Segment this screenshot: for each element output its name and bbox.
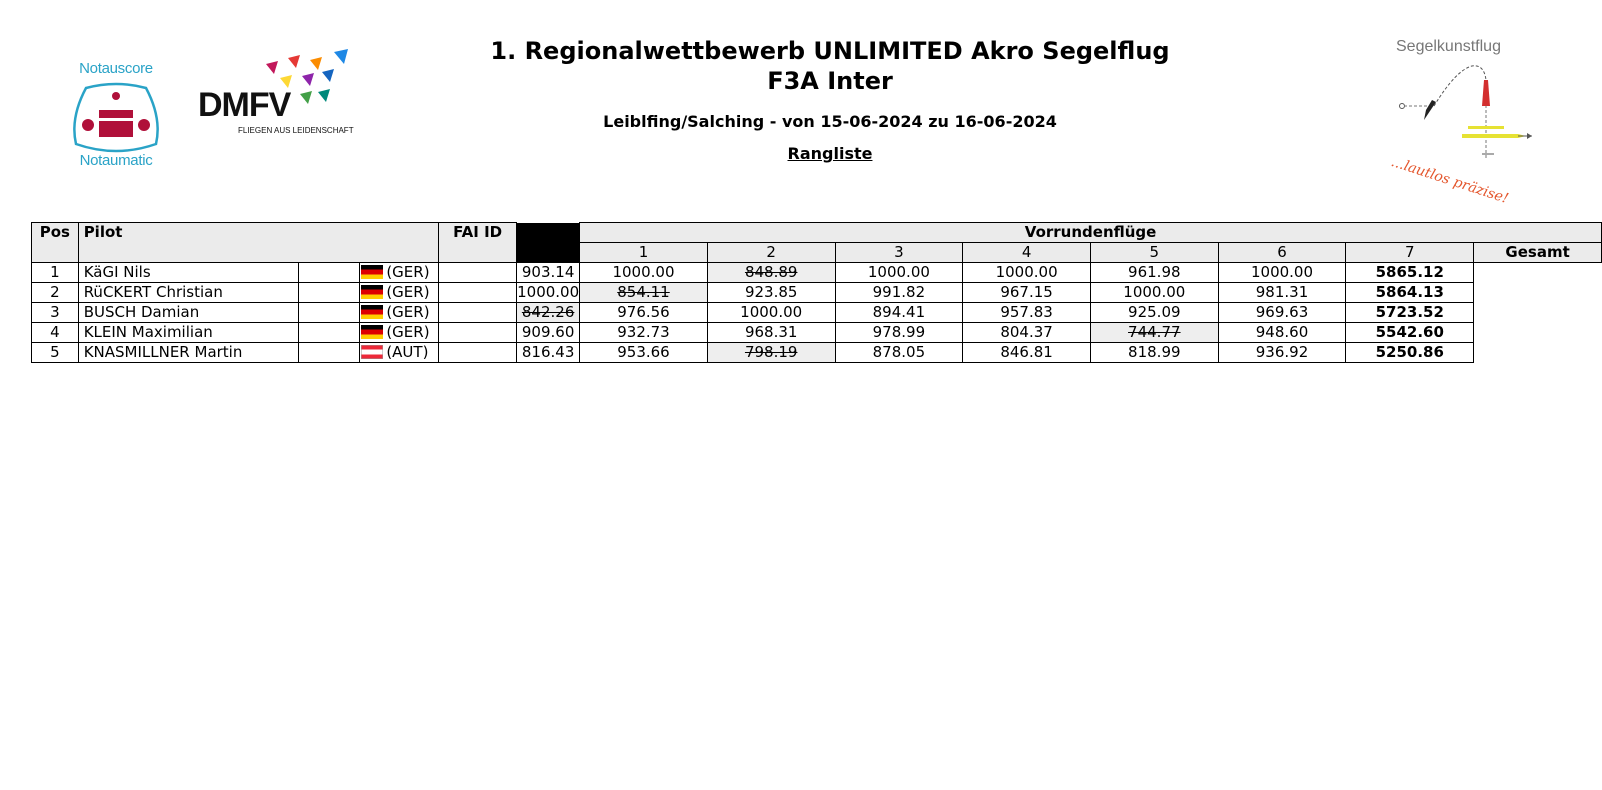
cell-total: 5723.52 <box>1346 303 1474 323</box>
col-header-round-7: 7 <box>1346 243 1474 263</box>
cell-score: 967.15 <box>963 283 1091 303</box>
dmfv-wordmark: DMFV <box>198 86 291 124</box>
cell-score: 818.99 <box>1090 343 1218 363</box>
flag-aut-icon <box>361 345 383 359</box>
nation-code: (GER) <box>386 303 430 321</box>
table-row <box>32 343 1602 363</box>
notauscore-logo <box>66 60 166 172</box>
cell-pilot: KäGI Nils <box>78 263 298 283</box>
dmfv-tagline: FLIEGEN AUS LEIDENSCHAFT <box>238 126 354 135</box>
glider-figure-icon <box>1386 60 1546 170</box>
cell-pos: 5 <box>32 343 79 363</box>
nation-code: (GER) <box>386 323 430 341</box>
cell-score-dropped: 842.26 <box>517 303 580 323</box>
cell-score: 991.82 <box>835 283 963 303</box>
nation-code: (GER) <box>386 283 430 301</box>
segelkunstflug-slogan: ...lautlos präzise! <box>1389 154 1511 208</box>
cell-score: 969.63 <box>1218 303 1346 323</box>
cell-score: 978.99 <box>835 323 963 343</box>
cell-score: 948.60 <box>1218 323 1346 343</box>
table-row <box>32 323 1602 343</box>
cell-score: 932.73 <box>580 323 708 343</box>
table-row <box>32 263 1602 283</box>
flag-ger-icon <box>361 305 383 319</box>
col-header-pilot: Pilot <box>78 223 438 263</box>
cell-pilot: BUSCH Damian <box>78 303 298 323</box>
notauscore-label: Notauscore <box>79 60 153 77</box>
cell-score: 816.43 <box>517 343 580 363</box>
cell-fai-id <box>439 343 517 363</box>
col-header-total: Gesamt <box>1474 243 1602 263</box>
cell-empty <box>298 303 360 323</box>
cell-score: 894.41 <box>835 303 963 323</box>
cell-pos: 1 <box>32 263 79 283</box>
cell-score: 957.83 <box>963 303 1091 323</box>
cell-score: 1000.00 <box>1218 263 1346 283</box>
cell-score: 878.05 <box>835 343 963 363</box>
ranking-subtitle: Rangliste <box>787 144 873 163</box>
cell-score: 936.92 <box>1218 343 1346 363</box>
col-header-round-2: 2 <box>707 243 835 263</box>
cell-pilot: KLEIN Maximilian <box>78 323 298 343</box>
cell-fai-id <box>439 263 517 283</box>
cell-nation <box>360 343 439 363</box>
nation-code: (AUT) <box>386 343 429 361</box>
segelkunstflug-logo <box>1386 36 1546 208</box>
cell-fai-id <box>439 303 517 323</box>
cell-score: 976.56 <box>580 303 708 323</box>
col-header-round-3: 3 <box>835 243 963 263</box>
cell-empty <box>298 263 360 283</box>
document-header <box>430 36 1230 164</box>
cell-nation <box>360 283 439 303</box>
cell-score: 1000.00 <box>580 263 708 283</box>
location-dates: Leiblfing/Salching - von 15-06-2024 zu 16-06-2024 <box>603 112 1057 131</box>
cell-score: 981.31 <box>1218 283 1346 303</box>
cell-empty <box>298 283 360 303</box>
cell-nation <box>360 323 439 343</box>
table-row <box>32 303 1602 323</box>
controller-icon <box>66 78 166 154</box>
col-header-round-5: 5 <box>1090 243 1218 263</box>
col-header-round-6: 6 <box>1218 243 1346 263</box>
cell-score-dropped: 744.77 <box>1090 323 1218 343</box>
cell-nation <box>360 263 439 283</box>
notaumatic-label: Notaumatic <box>79 152 153 169</box>
segelkunstflug-label: Segelkunstflug <box>1396 38 1501 55</box>
cell-total: 5250.86 <box>1346 343 1474 363</box>
cell-score: 1000.00 <box>963 263 1091 283</box>
cell-score-dropped: 848.89 <box>707 263 835 283</box>
cell-score: 909.60 <box>517 323 580 343</box>
page-title: 1. Regionalwettbewerb UNLIMITED Akro Segelflug <box>490 37 1170 65</box>
cell-pos: 3 <box>32 303 79 323</box>
nation-code: (GER) <box>386 263 430 281</box>
column-separator <box>517 223 580 263</box>
cell-fai-id <box>439 283 517 303</box>
table-row <box>32 283 1602 303</box>
col-header-round-4: 4 <box>963 243 1091 263</box>
cell-score: 804.37 <box>963 323 1091 343</box>
flag-ger-icon <box>361 265 383 279</box>
cell-score: 1000.00 <box>1090 283 1218 303</box>
col-header-fai-id: FAI ID <box>439 223 517 263</box>
cell-score: 968.31 <box>707 323 835 343</box>
col-header-group: Vorrundenflüge <box>580 223 1602 243</box>
cell-score: 1000.00 <box>835 263 963 283</box>
cell-score: 846.81 <box>963 343 1091 363</box>
ranking-table <box>31 222 1602 363</box>
cell-pos: 2 <box>32 283 79 303</box>
cell-score: 961.98 <box>1090 263 1218 283</box>
cell-score: 925.09 <box>1090 303 1218 323</box>
dmfv-logo <box>198 48 358 138</box>
cell-score: 903.14 <box>517 263 580 283</box>
cell-score-dropped: 798.19 <box>707 343 835 363</box>
cell-empty <box>298 343 360 363</box>
cell-score-dropped: 854.11 <box>580 283 708 303</box>
result-rows <box>32 263 1602 363</box>
cell-pilot: KNASMILLNER Martin <box>78 343 298 363</box>
cell-score: 1000.00 <box>517 283 580 301</box>
cell-score: 953.66 <box>580 343 708 363</box>
cell-empty <box>298 323 360 343</box>
class-title: F3A Inter <box>767 67 893 95</box>
cell-total: 5864.13 <box>1346 283 1474 303</box>
cell-score: 923.85 <box>707 283 835 303</box>
flag-ger-icon <box>361 325 383 339</box>
cell-pilot: RüCKERT Christian <box>78 283 298 303</box>
cell-score: 1000.00 <box>707 303 835 323</box>
cell-fai-id <box>439 323 517 343</box>
cell-total: 5865.12 <box>1346 263 1474 283</box>
cell-total: 5542.60 <box>1346 323 1474 343</box>
cell-pos: 4 <box>32 323 79 343</box>
col-header-round-1: 1 <box>580 243 708 263</box>
flag-ger-icon <box>361 285 383 299</box>
col-header-pos: Pos <box>32 223 79 263</box>
cell-nation <box>360 303 439 323</box>
